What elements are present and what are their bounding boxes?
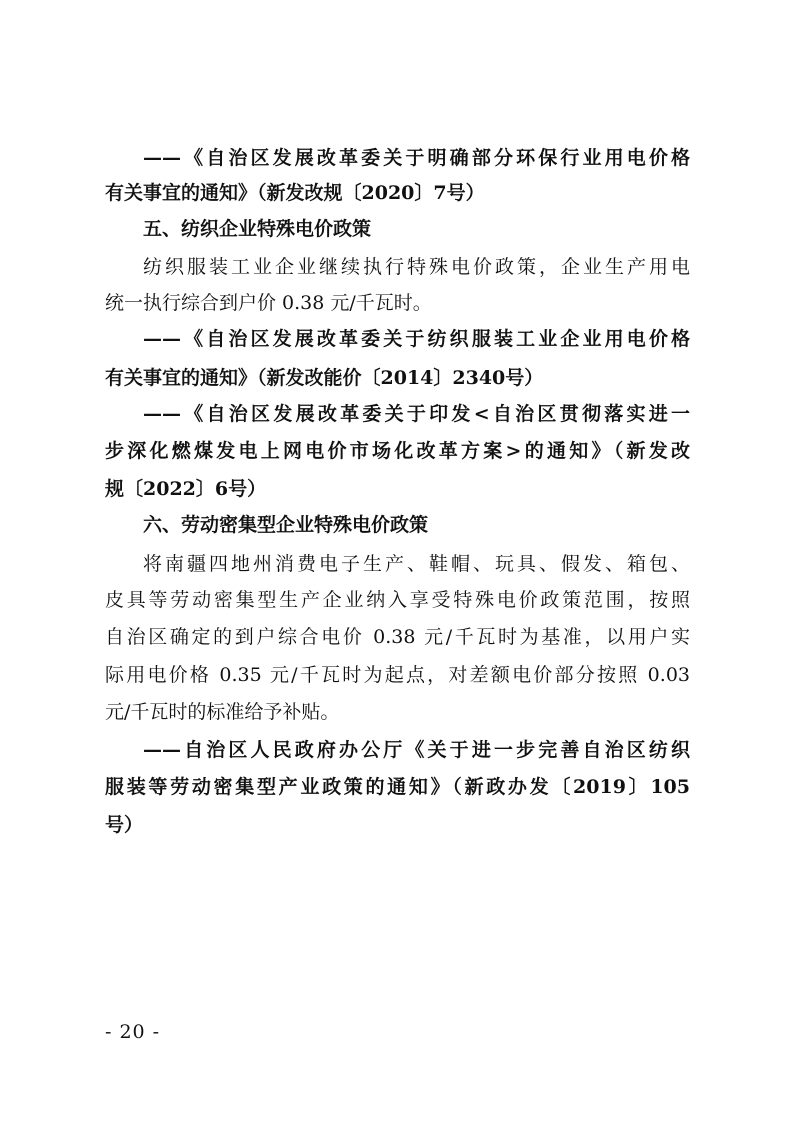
- body-line-7: 元/千瓦时的标准给予补贴。: [105, 701, 340, 723]
- citation-line-9: 服装等劳动密集型产业政策的通知》（新政办发〔2019〕105: [105, 776, 690, 798]
- body-line-4: 皮具等劳动密集型生产企业纳入享受特殊电价政策范围，按照: [105, 589, 690, 611]
- page-number: - 20 -: [105, 1021, 161, 1043]
- citation-line-8: ——自治区人民政府办公厅《关于进一步完善自治区纺织: [143, 739, 690, 761]
- citation-line-1: ——《自治区发展改革委关于明确部分环保行业用电价格: [143, 147, 690, 169]
- section-heading-labor: 六、劳动密集型企业特殊电价政策: [143, 514, 429, 536]
- citation-line-3: ——《自治区发展改革委关于纺织服装工业企业用电价格: [143, 328, 690, 350]
- citation-line-2: 有关事宜的通知》（新发改规〔2020〕7号）: [105, 182, 485, 204]
- body-line-6: 际用电价格 0.35 元/千瓦时为起点，对差额电价部分按照 0.03: [105, 664, 690, 686]
- section-heading-textile: 五、纺织企业特殊电价政策: [143, 218, 372, 240]
- citation-line-6: 步深化燃煤发电上网电价市场化改革方案>的通知》（新发改: [105, 440, 690, 462]
- citation-line-7: 规〔2022〕6号）: [105, 478, 267, 500]
- citation-line-4: 有关事宜的通知》（新发改能价〔2014〕2340号）: [105, 367, 544, 389]
- citation-line-10: 号）: [105, 814, 144, 836]
- body-line-5: 自治区确定的到户综合电价 0.38 元/千瓦时为基准，以用户实: [105, 626, 690, 648]
- body-line-2: 统一执行综合到户价 0.38 元/千瓦时。: [105, 292, 432, 314]
- body-line-1: 纺织服装工业企业继续执行特殊电价政策，企业生产用电: [143, 256, 690, 278]
- citation-line-5: ——《自治区发展改革委关于印发<自治区贯彻落实进一: [143, 403, 690, 425]
- body-line-3: 将南疆四地州消费电子生产、鞋帽、玩具、假发、箱包、: [143, 553, 690, 575]
